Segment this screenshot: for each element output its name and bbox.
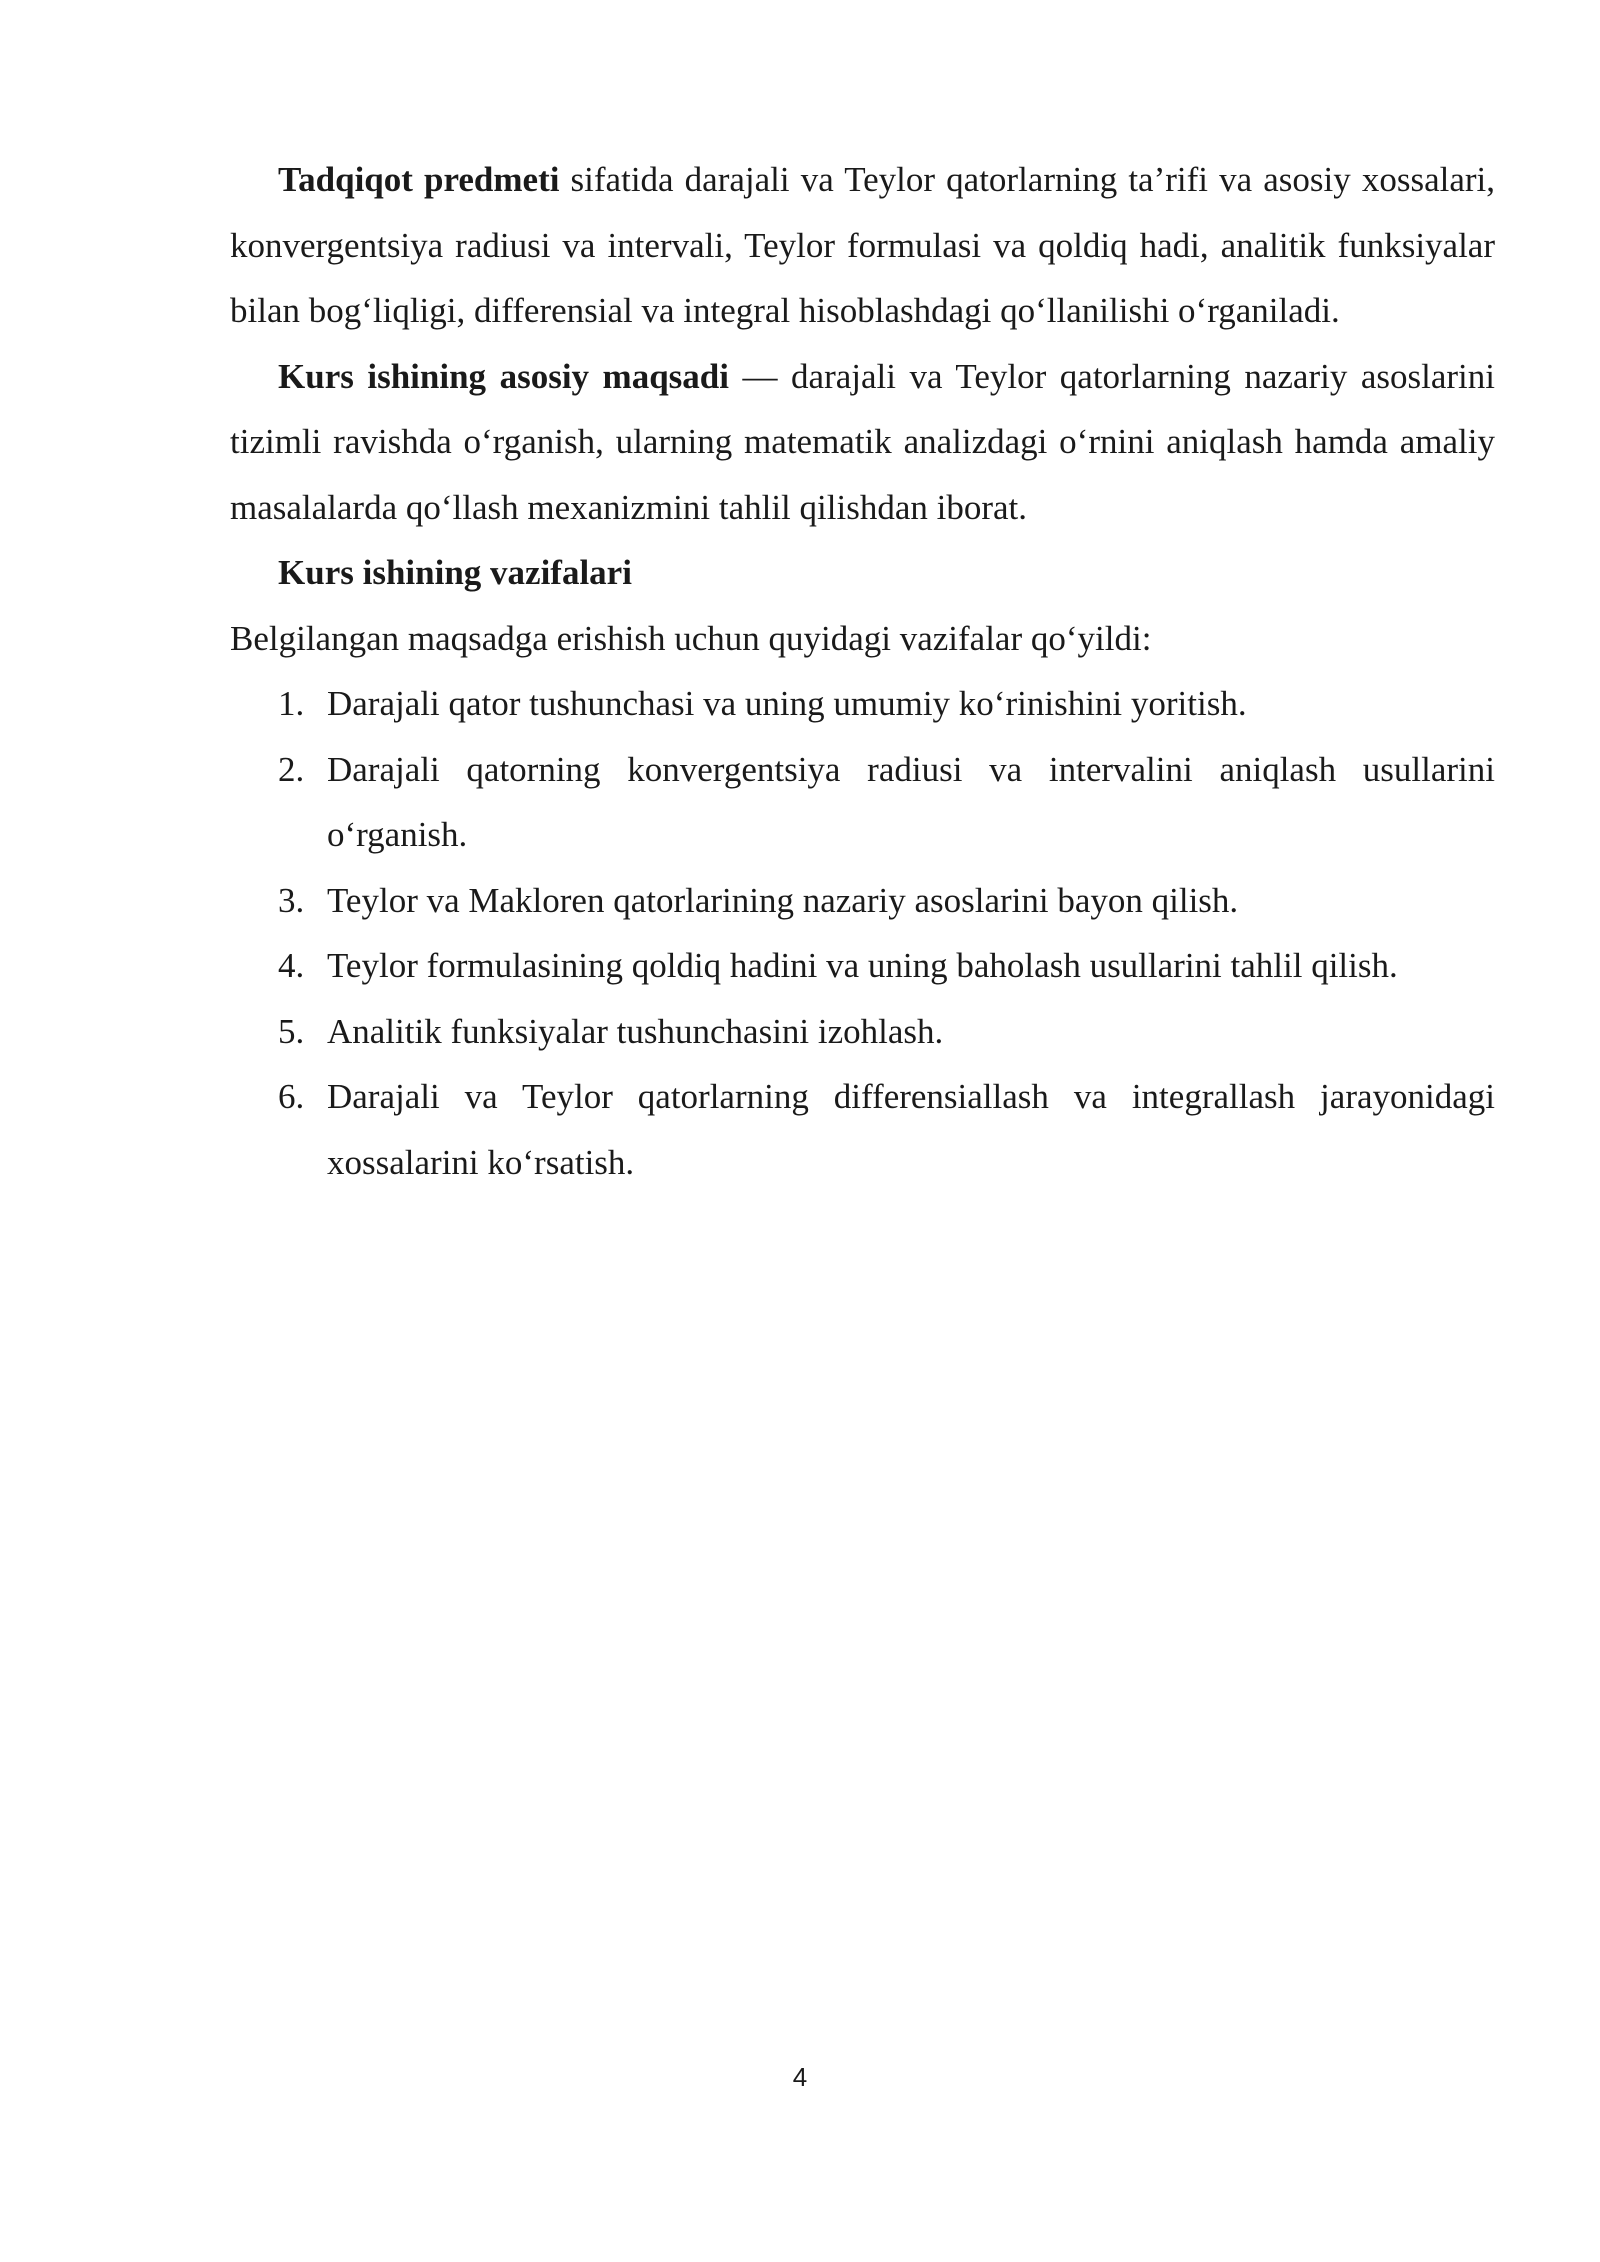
subject-paragraph <box>230 147 1495 344</box>
task-text: Teylor formulasining qoldiq hadini va uning baholash usullarini tahlil qilish. <box>327 946 1398 985</box>
task-text: Darajali qator tushunchasi va uning umumiy ko‘rinishini yoritish. <box>327 684 1247 723</box>
task-number: 4. <box>278 946 305 985</box>
task-text: Teylor va Makloren qatorlarining nazariy asoslarini bayon qilish. <box>327 880 1239 920</box>
task-item <box>230 1064 1495 1195</box>
goal-paragraph <box>230 344 1495 541</box>
task-number: 5. <box>278 1011 305 1051</box>
task-number: 6. <box>278 1077 305 1116</box>
page-number: 4 <box>792 2062 808 2092</box>
task-item <box>230 737 1495 868</box>
task-number: 3. <box>278 880 305 920</box>
task-number: 2. <box>278 749 305 789</box>
goal-text: — darajali va Teylor qatorlarning nazariy asoslarini tizimli ravishda o‘rganish, ularning matematik analizdagi o‘rnini aniqlash hamda amaliy masalalarda qo‘llash mexanizmini tahlil qilishdan iborat. <box>230 356 1495 527</box>
task-text: Analitik funksiyalar tushunchasini izohlash. <box>327 1011 944 1051</box>
page-body <box>230 147 1495 1195</box>
subject-text: sifatida darajali va Teylor qatorlarning ta’rifi va asosiy xossalari, konvergentsiya radiusi va intervali, Teylor formulasi va qoldiq hadi, analitik funksiyalar bilan bog‘liqligi, differensial va integral hisoblashdagi qo‘llanilishi o‘rganiladi. <box>230 160 1495 330</box>
tasks-list <box>230 671 1495 1195</box>
tasks-intro: Belgilangan maqsadga erishish uchun quyidagi vazifalar qo‘yildi: <box>230 618 1152 658</box>
task-item <box>230 671 1495 737</box>
task-item <box>230 868 1495 934</box>
task-text: Darajali qatorning konvergentsiya radiusi va intervalini aniqlash usullarini o‘rganish. <box>327 749 1495 854</box>
tasks-heading: Kurs ishining vazifalari <box>278 553 632 592</box>
task-item <box>230 999 1495 1065</box>
task-text: Darajali va Teylor qatorlarning differensiallash va integrallash jarayonidagi xossalarini ko‘rsatish. <box>327 1077 1495 1182</box>
task-number: 1. <box>278 684 305 723</box>
task-item <box>230 933 1495 999</box>
subject-term: Tadqiqot predmeti <box>278 160 560 199</box>
goal-term: Kurs ishining asosiy maqsadi <box>278 356 729 396</box>
